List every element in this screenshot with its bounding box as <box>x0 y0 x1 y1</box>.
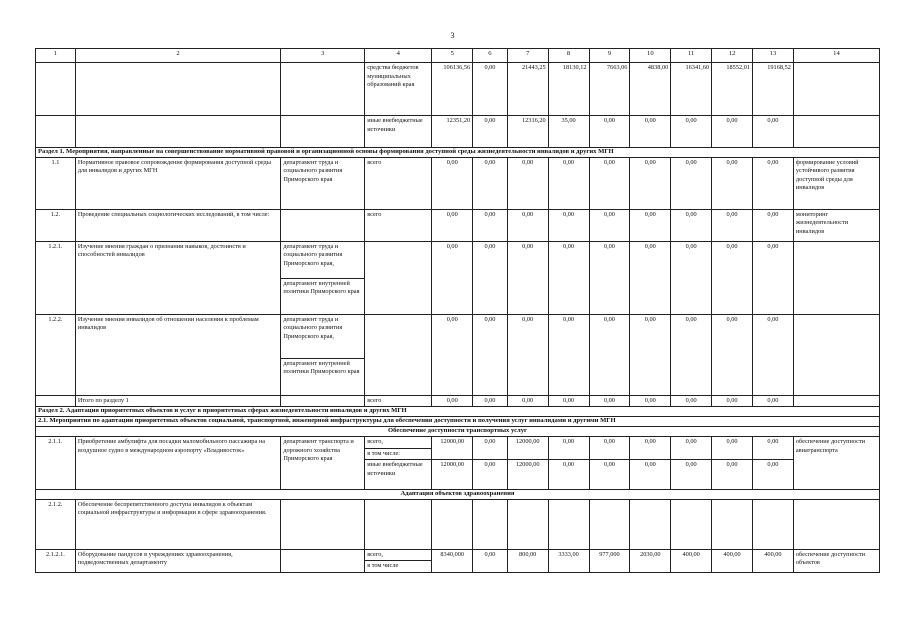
activity-name: Обеспечение беспрепятственного доступа инвалидов к объектам социальной инфраструктуры и информации в сфере здравоохранения. <box>75 499 280 549</box>
page-number: 3 <box>450 31 455 40</box>
activity-name: Приобретение амбулифта для посадки маломобильного пассажира на воздушное судно в международном аэропорту «Владивосток» <box>75 437 280 490</box>
executor: департамент транспорта и дорожного хозяйства Приморского края <box>281 437 365 490</box>
row-number: 1.1 <box>36 157 76 209</box>
value-cell: 0,00 <box>548 209 589 241</box>
value-cell: 0,00 <box>473 157 508 209</box>
value-cell: 0,00 <box>548 241 589 314</box>
value-cell: 12000,00 <box>432 460 473 490</box>
value-cell: 18130,12 <box>548 63 589 116</box>
value-cell: 0,00 <box>548 157 589 209</box>
value-cell: 0,00 <box>753 314 794 395</box>
value-cell: 0,00 <box>712 437 753 460</box>
column-number-cell: 2 <box>75 49 280 63</box>
column-number-cell: 12 <box>712 49 753 63</box>
table-row <box>36 157 880 209</box>
activity-name: Нормативное правовое сопровождение формирования доступной среды для инвалидов и других МГН <box>75 157 280 209</box>
section-heading-row <box>36 417 880 427</box>
value-cell: 0,00 <box>432 209 473 241</box>
row-number: 2.1.2.1. <box>36 549 76 572</box>
column-number-cell: 3 <box>281 49 365 63</box>
value-cell: 0,00 <box>671 157 712 209</box>
table-row <box>36 314 880 358</box>
value-cell: 0,00 <box>671 460 712 490</box>
subheading-row <box>36 427 880 437</box>
column-number-cell: 11 <box>671 49 712 63</box>
value-cell: 0,00 <box>712 460 753 490</box>
value-cell: 0,00 <box>712 395 753 407</box>
value-cell: 0,00 <box>432 241 473 314</box>
executor: департамент труда и социального развития Приморского края, <box>281 241 365 278</box>
activity-name: Проведение специальных социологических исследований, в том числе: <box>75 209 280 241</box>
value-cell: 0,00 <box>432 157 473 209</box>
column-number-cell: 5 <box>432 49 473 63</box>
value-cell: 0,00 <box>712 209 753 241</box>
funding-source: в том числе: <box>365 448 432 460</box>
column-number-cell: 4 <box>365 49 432 63</box>
funding-source: в том числе <box>365 561 432 573</box>
value-cell: 0,00 <box>589 460 630 490</box>
value-cell: 0,00 <box>671 241 712 314</box>
column-number-cell: 10 <box>630 49 671 63</box>
table-row <box>36 116 880 148</box>
value-cell: 0,00 <box>753 209 794 241</box>
column-number-cell: 7 <box>507 49 548 63</box>
value-cell: 0,00 <box>589 314 630 395</box>
row-number: 1.2.1. <box>36 241 76 314</box>
value-cell: 4838,00 <box>630 63 671 116</box>
value-cell: 0,00 <box>473 437 508 460</box>
value-cell: 8340,000 <box>432 549 473 572</box>
value-cell: 0,00 <box>671 437 712 460</box>
value-cell: 0,00 <box>630 241 671 314</box>
subheading-row <box>36 490 880 500</box>
value-cell: 0,00 <box>712 314 753 395</box>
value-cell: 0,00 <box>630 157 671 209</box>
funding-source: всего, <box>365 549 432 561</box>
value-cell: 12000,00 <box>507 460 548 490</box>
value-cell: 0,00 <box>507 209 548 241</box>
value-cell: 18552,01 <box>712 63 753 116</box>
value-cell: 19168,52 <box>753 63 794 116</box>
funding-source: всего <box>365 157 432 209</box>
executor: департамент труда и социального развития Приморского края <box>281 157 365 209</box>
value-cell: 106136,56 <box>432 63 473 116</box>
total-row <box>36 395 880 407</box>
column-number-cell: 13 <box>753 49 794 63</box>
value-cell: 0,00 <box>507 157 548 209</box>
value-cell: 0,00 <box>473 63 508 116</box>
funding-source: иные внебюджетные источники <box>365 460 432 490</box>
column-number-row <box>36 49 880 63</box>
value-cell: 0,00 <box>671 116 712 148</box>
value-cell: 0,00 <box>473 116 508 148</box>
program-table <box>35 48 880 573</box>
value-cell: 0,00 <box>473 314 508 395</box>
activity-name: Оборудование пандусов в учреждениях здравоохранения, подведомственных департаменту <box>75 549 280 572</box>
value-cell: 2030,00 <box>630 549 671 572</box>
value-cell: 400,00 <box>712 549 753 572</box>
table-row <box>36 63 880 116</box>
funding-source: всего <box>365 209 432 241</box>
column-number-cell: 1 <box>36 49 76 63</box>
value-cell: 0,00 <box>589 157 630 209</box>
value-cell: 12316,20 <box>507 116 548 148</box>
value-cell: 0,00 <box>548 460 589 490</box>
table-row <box>36 437 880 449</box>
value-cell: 400,00 <box>671 549 712 572</box>
section-2-title: Раздел 2. Адаптация приоритетных объектов и услуг в приоритетных сферах жизнедеятельности инвалидов и других МГН <box>36 407 880 417</box>
value-cell: 0,00 <box>753 437 794 460</box>
value-cell: 0,00 <box>630 209 671 241</box>
value-cell: 0,00 <box>432 314 473 395</box>
table-row <box>36 499 880 549</box>
row-number: 2.1.1. <box>36 437 76 490</box>
value-cell: 0,00 <box>589 209 630 241</box>
activity-name: Изучение мнения инвалидов об отношении населения к проблемам инвалидов <box>75 314 280 395</box>
value-cell: 0,00 <box>712 157 753 209</box>
table-row <box>36 241 880 278</box>
column-number-cell: 9 <box>589 49 630 63</box>
value-cell: 0,00 <box>507 241 548 314</box>
expected-result: мониторинг жизнедеятельности инвалидов <box>793 209 879 241</box>
value-cell: 0,00 <box>630 395 671 407</box>
executor: департамент внутренней политики Приморского края <box>281 358 365 395</box>
total-label: Итого по разделу 1 <box>75 395 280 407</box>
value-cell: 0,00 <box>589 395 630 407</box>
value-cell: 12000,00 <box>432 437 473 460</box>
section-1-title: Раздел 1. Мероприятия, направленные на совершенствование нормативной правовой и организационной основы формирования доступной среды жизнедеятельности инвалидов и других МГН <box>36 148 880 158</box>
value-cell: 0,00 <box>548 314 589 395</box>
executor: департамент внутренней политики Приморского края <box>281 278 365 314</box>
executor: департамент труда и социального развития Приморского края, <box>281 314 365 358</box>
value-cell: 0,00 <box>712 116 753 148</box>
section-2-1-title: 2.1. Мероприятия по адаптации приоритетных объектов социальной, транспортной, инженерной инфраструктуры для обеспечения доступности и получения услуг инвалидами и другими МГН <box>36 417 880 427</box>
value-cell: 0,00 <box>712 241 753 314</box>
value-cell: 400,00 <box>753 549 794 572</box>
column-number-cell: 8 <box>548 49 589 63</box>
value-cell: 0,00 <box>473 549 508 572</box>
value-cell: 0,00 <box>589 116 630 148</box>
activity-name: Изучение мнения граждан о признании навыков, достоинств и способностей инвалидов <box>75 241 280 314</box>
value-cell: 0,00 <box>753 157 794 209</box>
expected-result: формирование условий устойчивого развития доступной среды для инвалидов <box>793 157 879 209</box>
transport-heading: Обеспечение доступности транспортных услуг <box>36 427 880 437</box>
row-number: 1.2. <box>36 209 76 241</box>
row-number: 1.2.2. <box>36 314 76 395</box>
value-cell: 0,00 <box>548 437 589 460</box>
value-cell: 0,00 <box>630 116 671 148</box>
funding-source: средства бюджетов муниципальных образований края <box>365 63 432 116</box>
column-number-cell: 14 <box>793 49 879 63</box>
value-cell: 0,00 <box>473 395 508 407</box>
section-heading-row <box>36 407 880 417</box>
table-row <box>36 549 880 561</box>
value-cell: 0,00 <box>630 314 671 395</box>
table-body <box>36 49 880 573</box>
value-cell: 0,00 <box>753 460 794 490</box>
value-cell: 0,00 <box>630 437 671 460</box>
value-cell: 0,00 <box>753 395 794 407</box>
value-cell: 12000,00 <box>507 437 548 460</box>
value-cell: 0,00 <box>671 314 712 395</box>
value-cell: 21443,25 <box>507 63 548 116</box>
table-row <box>36 209 880 241</box>
value-cell: 0,00 <box>753 116 794 148</box>
value-cell: 0,00 <box>507 395 548 407</box>
value-cell: 16341,60 <box>671 63 712 116</box>
expected-result: обеспечение доступности объектов <box>793 549 879 572</box>
funding-source: всего, <box>365 437 432 449</box>
value-cell: 0,00 <box>671 395 712 407</box>
value-cell: 0,00 <box>630 460 671 490</box>
value-cell: 0,00 <box>473 209 508 241</box>
value-cell: 0,00 <box>548 395 589 407</box>
expected-result: обеспечение доступности авиатранспорта <box>793 437 879 490</box>
value-cell: 7663,06 <box>589 63 630 116</box>
health-heading: Адаптация объектов здравоохранения <box>36 490 880 500</box>
value-cell: 0,00 <box>589 437 630 460</box>
value-cell: 977,000 <box>589 549 630 572</box>
value-cell: 0,00 <box>507 314 548 395</box>
value-cell: 0,00 <box>753 241 794 314</box>
value-cell: 0,00 <box>671 209 712 241</box>
value-cell: 0,00 <box>473 460 508 490</box>
value-cell: 35,00 <box>548 116 589 148</box>
row-number: 2.1.2. <box>36 499 76 549</box>
value-cell: 0,00 <box>432 395 473 407</box>
value-cell: 3333,00 <box>548 549 589 572</box>
value-cell: 0,00 <box>589 241 630 314</box>
value-cell: 800,00 <box>507 549 548 572</box>
value-cell: 12351,20 <box>432 116 473 148</box>
funding-source: всего <box>365 395 432 407</box>
section-heading-row <box>36 148 880 158</box>
value-cell: 0,00 <box>473 241 508 314</box>
funding-source: иные внебюджетные источники <box>365 116 432 148</box>
column-number-cell: 6 <box>473 49 508 63</box>
